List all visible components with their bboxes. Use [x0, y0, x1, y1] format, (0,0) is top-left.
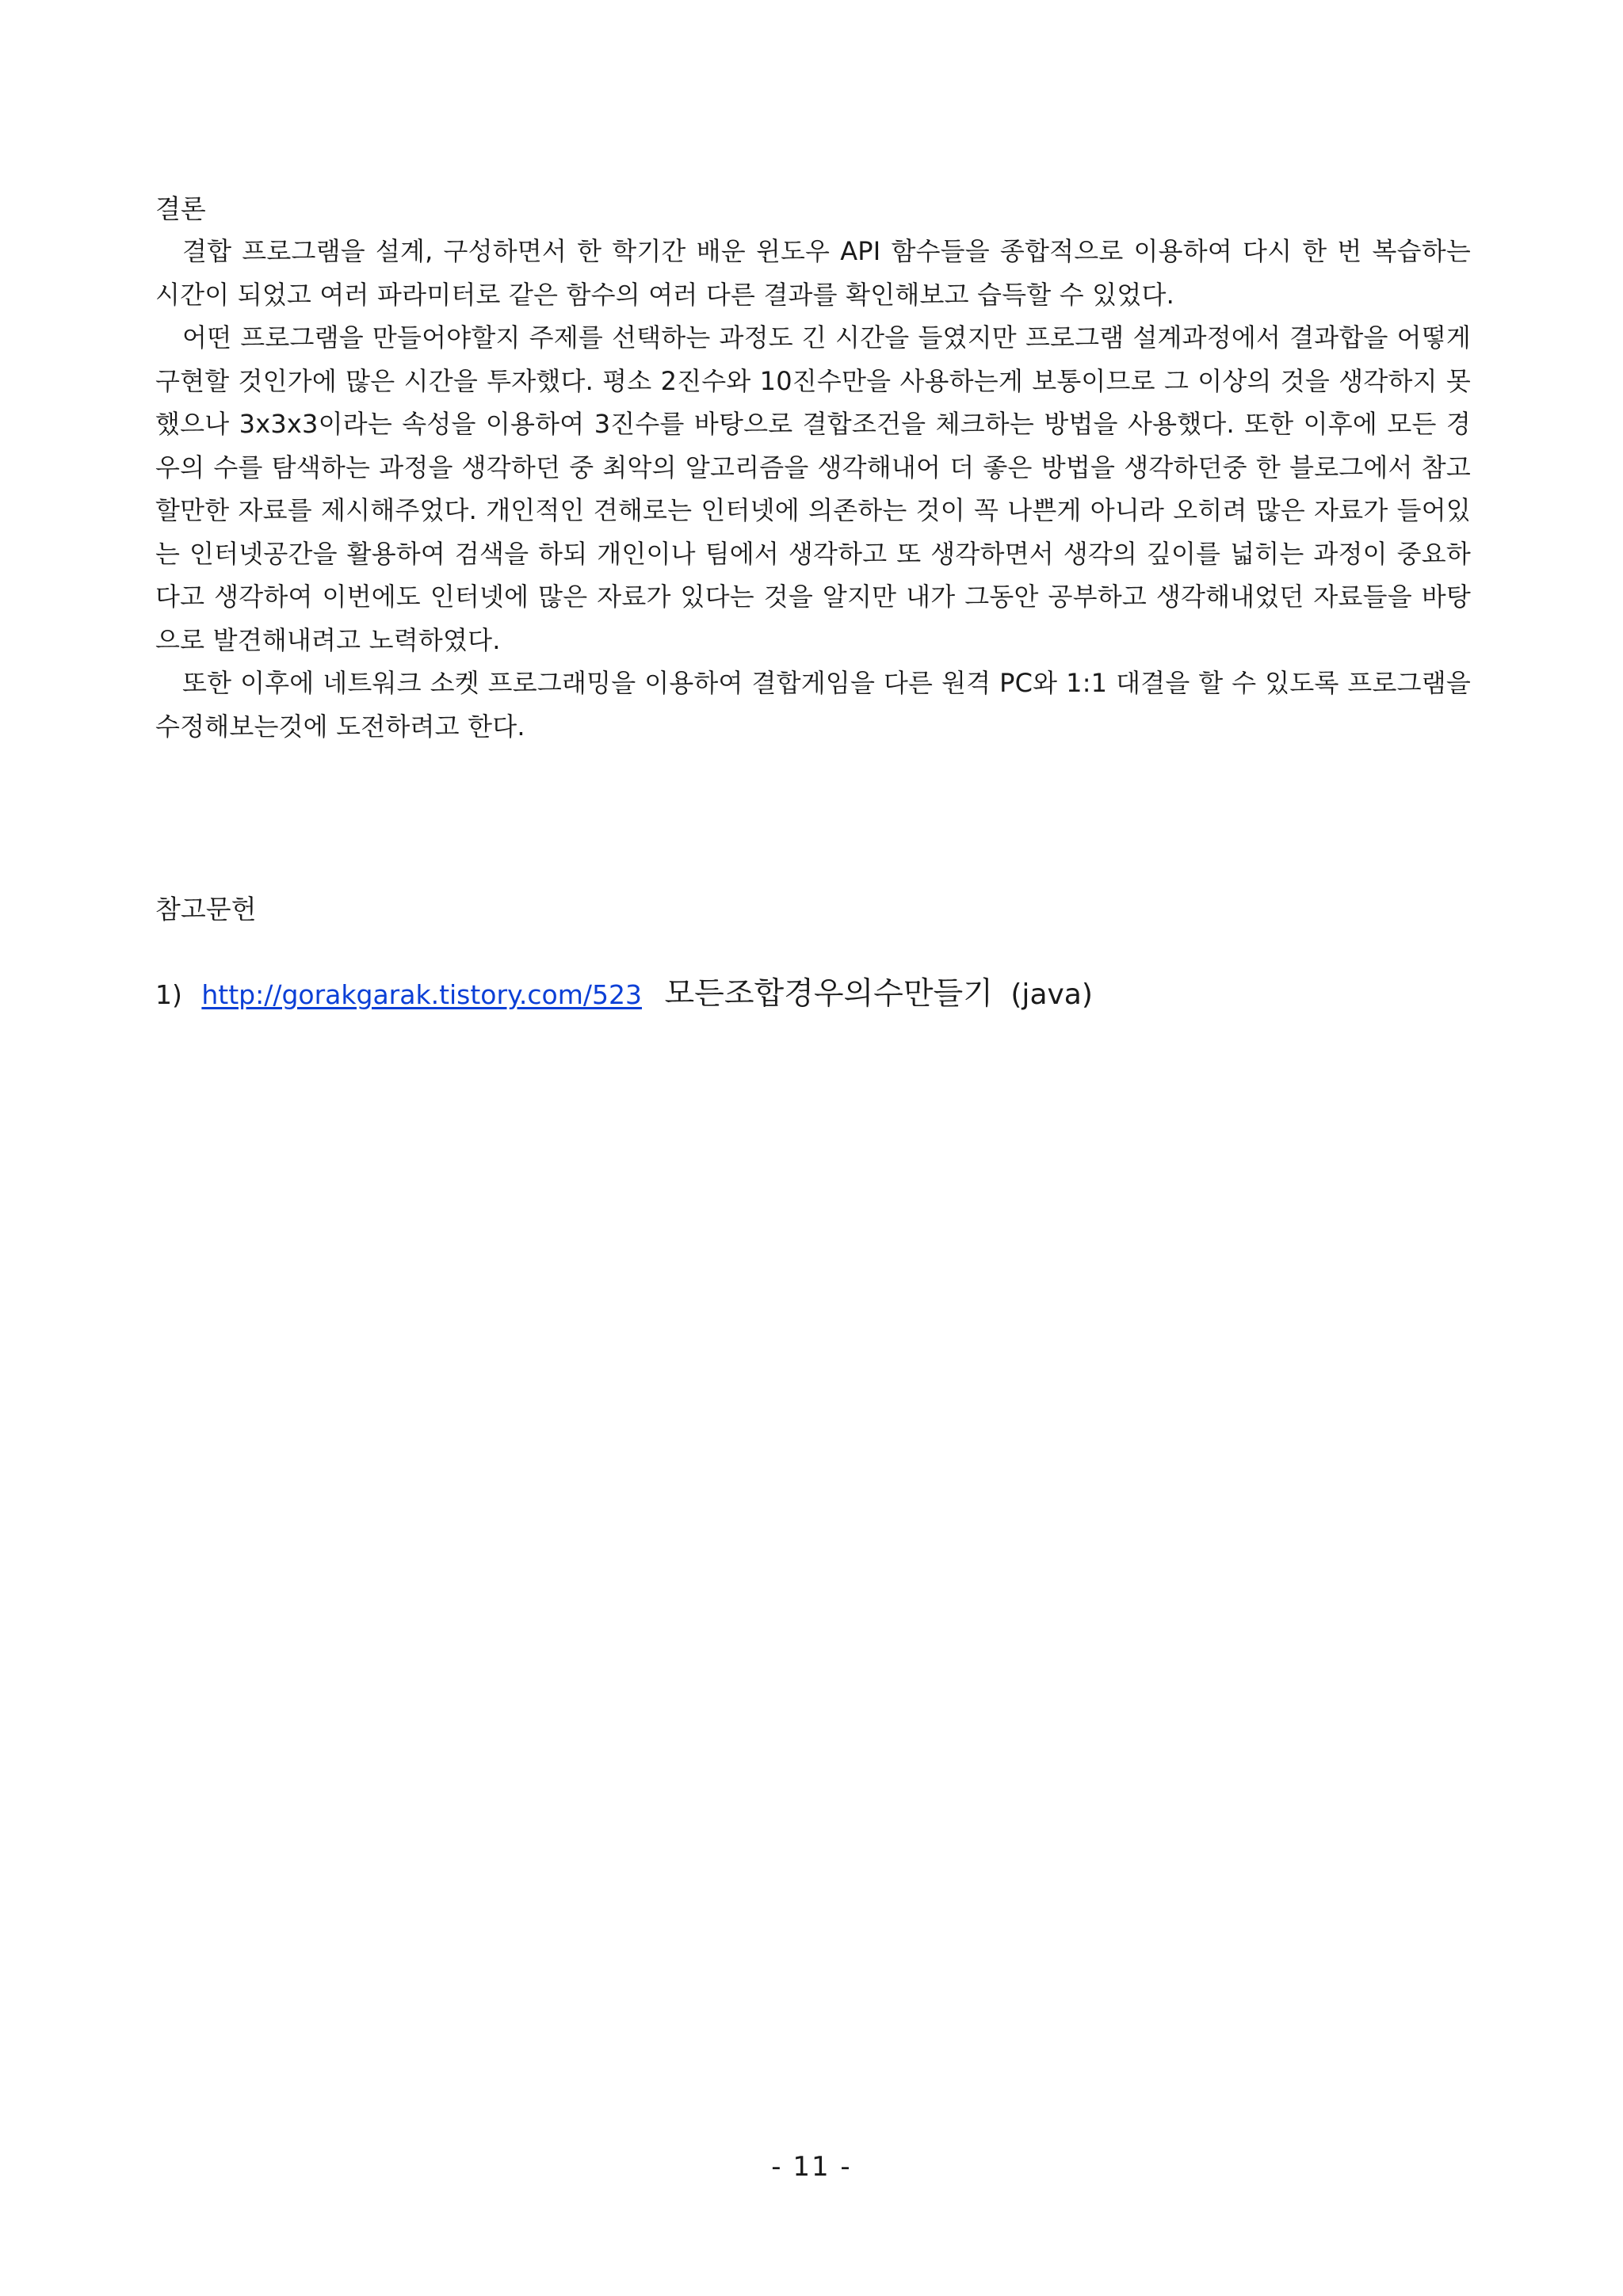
conclusion-heading: 결론: [155, 193, 206, 224]
conclusion-paragraph-3: 또한 이후에 네트워크 소켓 프로그래밍을 이용하여 결합게임을 다른 원격 PC와 1:1 대결을 할 수 있도록 프로그램을 수정해보는것에 도전하려고 한다.: [155, 668, 1471, 742]
conclusion-paragraph-2: 어떤 프로그램을 만들어야할지 주제를 선택하는 과정도 긴 시간을 들였지만 프로그램 설계과정에서 결과합을 어떻게 구현할 것인가에 많은 시간을 투자했다. 평소 2진수와 10진수만을 사용하는게 보통이므로 그 이상의 것을 생각하지 못했으나 3x3x3이라는 속성을 이용하여 3진수를 바탕으로 결합조건을 체크하는 방법을 사용했다. 또한 이후에 모든 경우의 수를 탐색하는 과정을 생각하던 중 최악의 알고리즘을 생각해내어 더 좋은 방법을 생각하던중 한 블로그에서 참고할만한 자료를 제시해주었다. 개인적인 견해로는 인터넷에 의존하는 것이 꼭 나쁜게 아니라 오히려 많은 자료가 들어있는 인터넷공간을 활용하여 검색을 하되 개인이나 팀에서 생각하고 또 생각하면서 생각의 깊이를 넓히는 과정이 중요하다고 생각하여 이번에도 인터넷에 많은 자료가 있다는 것을 알지만 내가 그동안 공부하고 생각해내었던 자료들을 바탕으로 발견해내려고 노력하였다.: [155, 322, 1471, 655]
reference-link[interactable]: http://gorakgarak.tistory.com/523: [201, 979, 642, 1010]
reference-number: 1): [155, 979, 182, 1010]
references-heading: 참고문헌: [155, 894, 257, 925]
conclusion-body: [155, 230, 1471, 748]
conclusion-paragraph-1: 결합 프로그램을 설계, 구성하면서 한 학기간 배운 윈도우 API 함수들을 종합적으로 이용하여 다시 한 번 복습하는 시간이 되었고 여러 파라미터로 같은 함수의 여러 다른 결과를 확인해보고 습득할 수 있었다.: [155, 236, 1471, 310]
reference-language: (java): [1010, 978, 1093, 1011]
page-number: - 11 -: [771, 2151, 852, 2183]
reference-item-1: [155, 976, 1093, 1013]
reference-title: 모든조합경우의수만들기: [664, 976, 993, 1012]
